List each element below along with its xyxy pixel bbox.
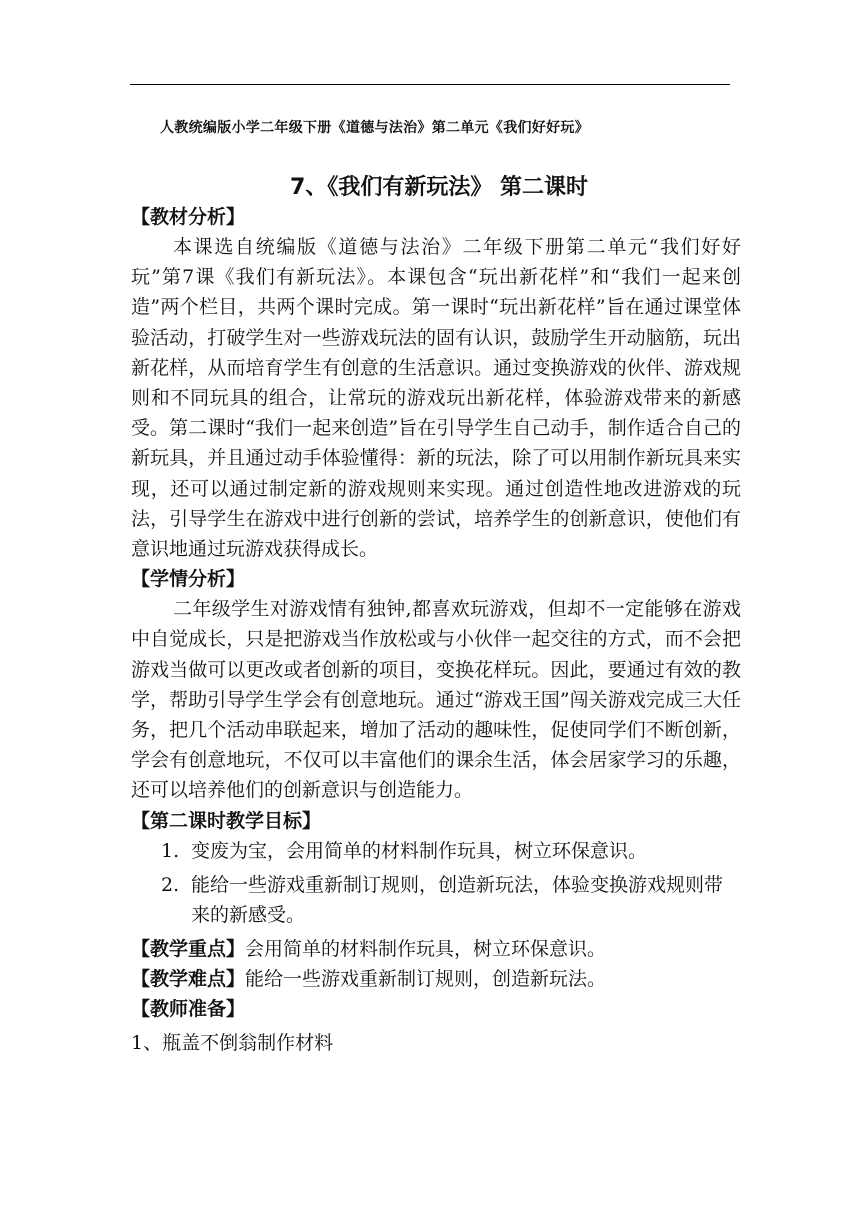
list-item-number: 1. xyxy=(161,839,180,862)
goals-list xyxy=(131,836,741,930)
student-analysis-paragraph: 二年级学生对游戏情有独钟,都喜欢玩游戏，但却不一定能够在游戏中自觉成长，只是把游戏当作放松或与小伙伴一起交往的方式，而不会把游戏当做可以更改或者创新的项目，变换花样玩。因此，要通过有效的教学，帮助引导学生学会有创意地玩。通过“游戏王国”闯关游戏完成三大任务，把几个活动串联起来，增加了活动的趣味性，促使同学们不断创新，学会有创意地玩，不仅可以丰富他们的课余生活，体会居家学习的乐趣，还可以培养他们的创新意识与创造能力。 xyxy=(131,598,741,802)
list-item-text: 变废为宝，会用简单的材料制作玩具，树立环保意识。 xyxy=(191,839,648,862)
textbook-analysis-paragraph: 本课选自统编版《道德与法治》二年级下册第二单元“我们好好玩”第7课《我们有新玩法》。本课包含“玩出新花样”和“我们一起来创造”两个栏目，共两个课时完成。第一课时“玩出新花样”旨在通过课堂体验活动，打破学生对一些游戏玩法的固有认识，鼓励学生开动脑筋，玩出新花样，从而培育学生有创意的生活意识。通过变换游戏的伙伴、游戏规则和不同玩具的组合，让常玩的游戏玩出新花样，体验游戏带来的新感受。第二课时“我们一起来创造”旨在引导学生自己动手，制作适合自己的新玩具，并且通过动手体验懂得：新的玩法，除了可以用制作新玩具来实现，还可以通过制定新的游戏规则来实现。通过创造性地改进游戏的玩法，引导学生在游戏中进行创新的尝试，培养学生的创新意识，使他们有意识地通过玩游戏获得成长。 xyxy=(131,236,741,561)
difficulty-line xyxy=(131,964,741,994)
lesson-title: 7、《我们有新玩法》 第二课时 xyxy=(290,175,588,200)
list-item xyxy=(131,836,741,866)
section-heading-student-analysis: 【学情分析】 xyxy=(131,568,246,591)
section-heading-preparation: 【教师准备】 xyxy=(131,997,246,1020)
document-body xyxy=(131,202,741,1058)
list-item-number: 2. xyxy=(161,873,180,896)
running-header: 人教统编版小学二年级下册《道德与法治》第二单元《我们好好玩》 xyxy=(160,120,589,136)
difficulty-label: 【教学难点】 xyxy=(131,967,246,990)
section-heading-textbook-analysis: 【教材分析】 xyxy=(131,206,246,228)
difficulty-text: 能给一些游戏重新制订规则，创造新玩法。 xyxy=(245,967,607,990)
key-point-line xyxy=(131,934,741,964)
section-heading-goals: 【第二课时教学目标】 xyxy=(131,809,322,832)
list-item xyxy=(131,870,741,930)
preparation-item: 1、瓶盖不倒翁制作材料 xyxy=(131,1031,334,1054)
list-item-text: 能给一些游戏重新制订规则，创造新玩法，体验变换游戏规则带来的新感受。 xyxy=(191,873,724,926)
key-point-label: 【教学重点】 xyxy=(131,937,246,960)
header-divider xyxy=(130,84,730,85)
key-point-text: 会用简单的材料制作玩具，树立环保意识。 xyxy=(245,937,607,960)
